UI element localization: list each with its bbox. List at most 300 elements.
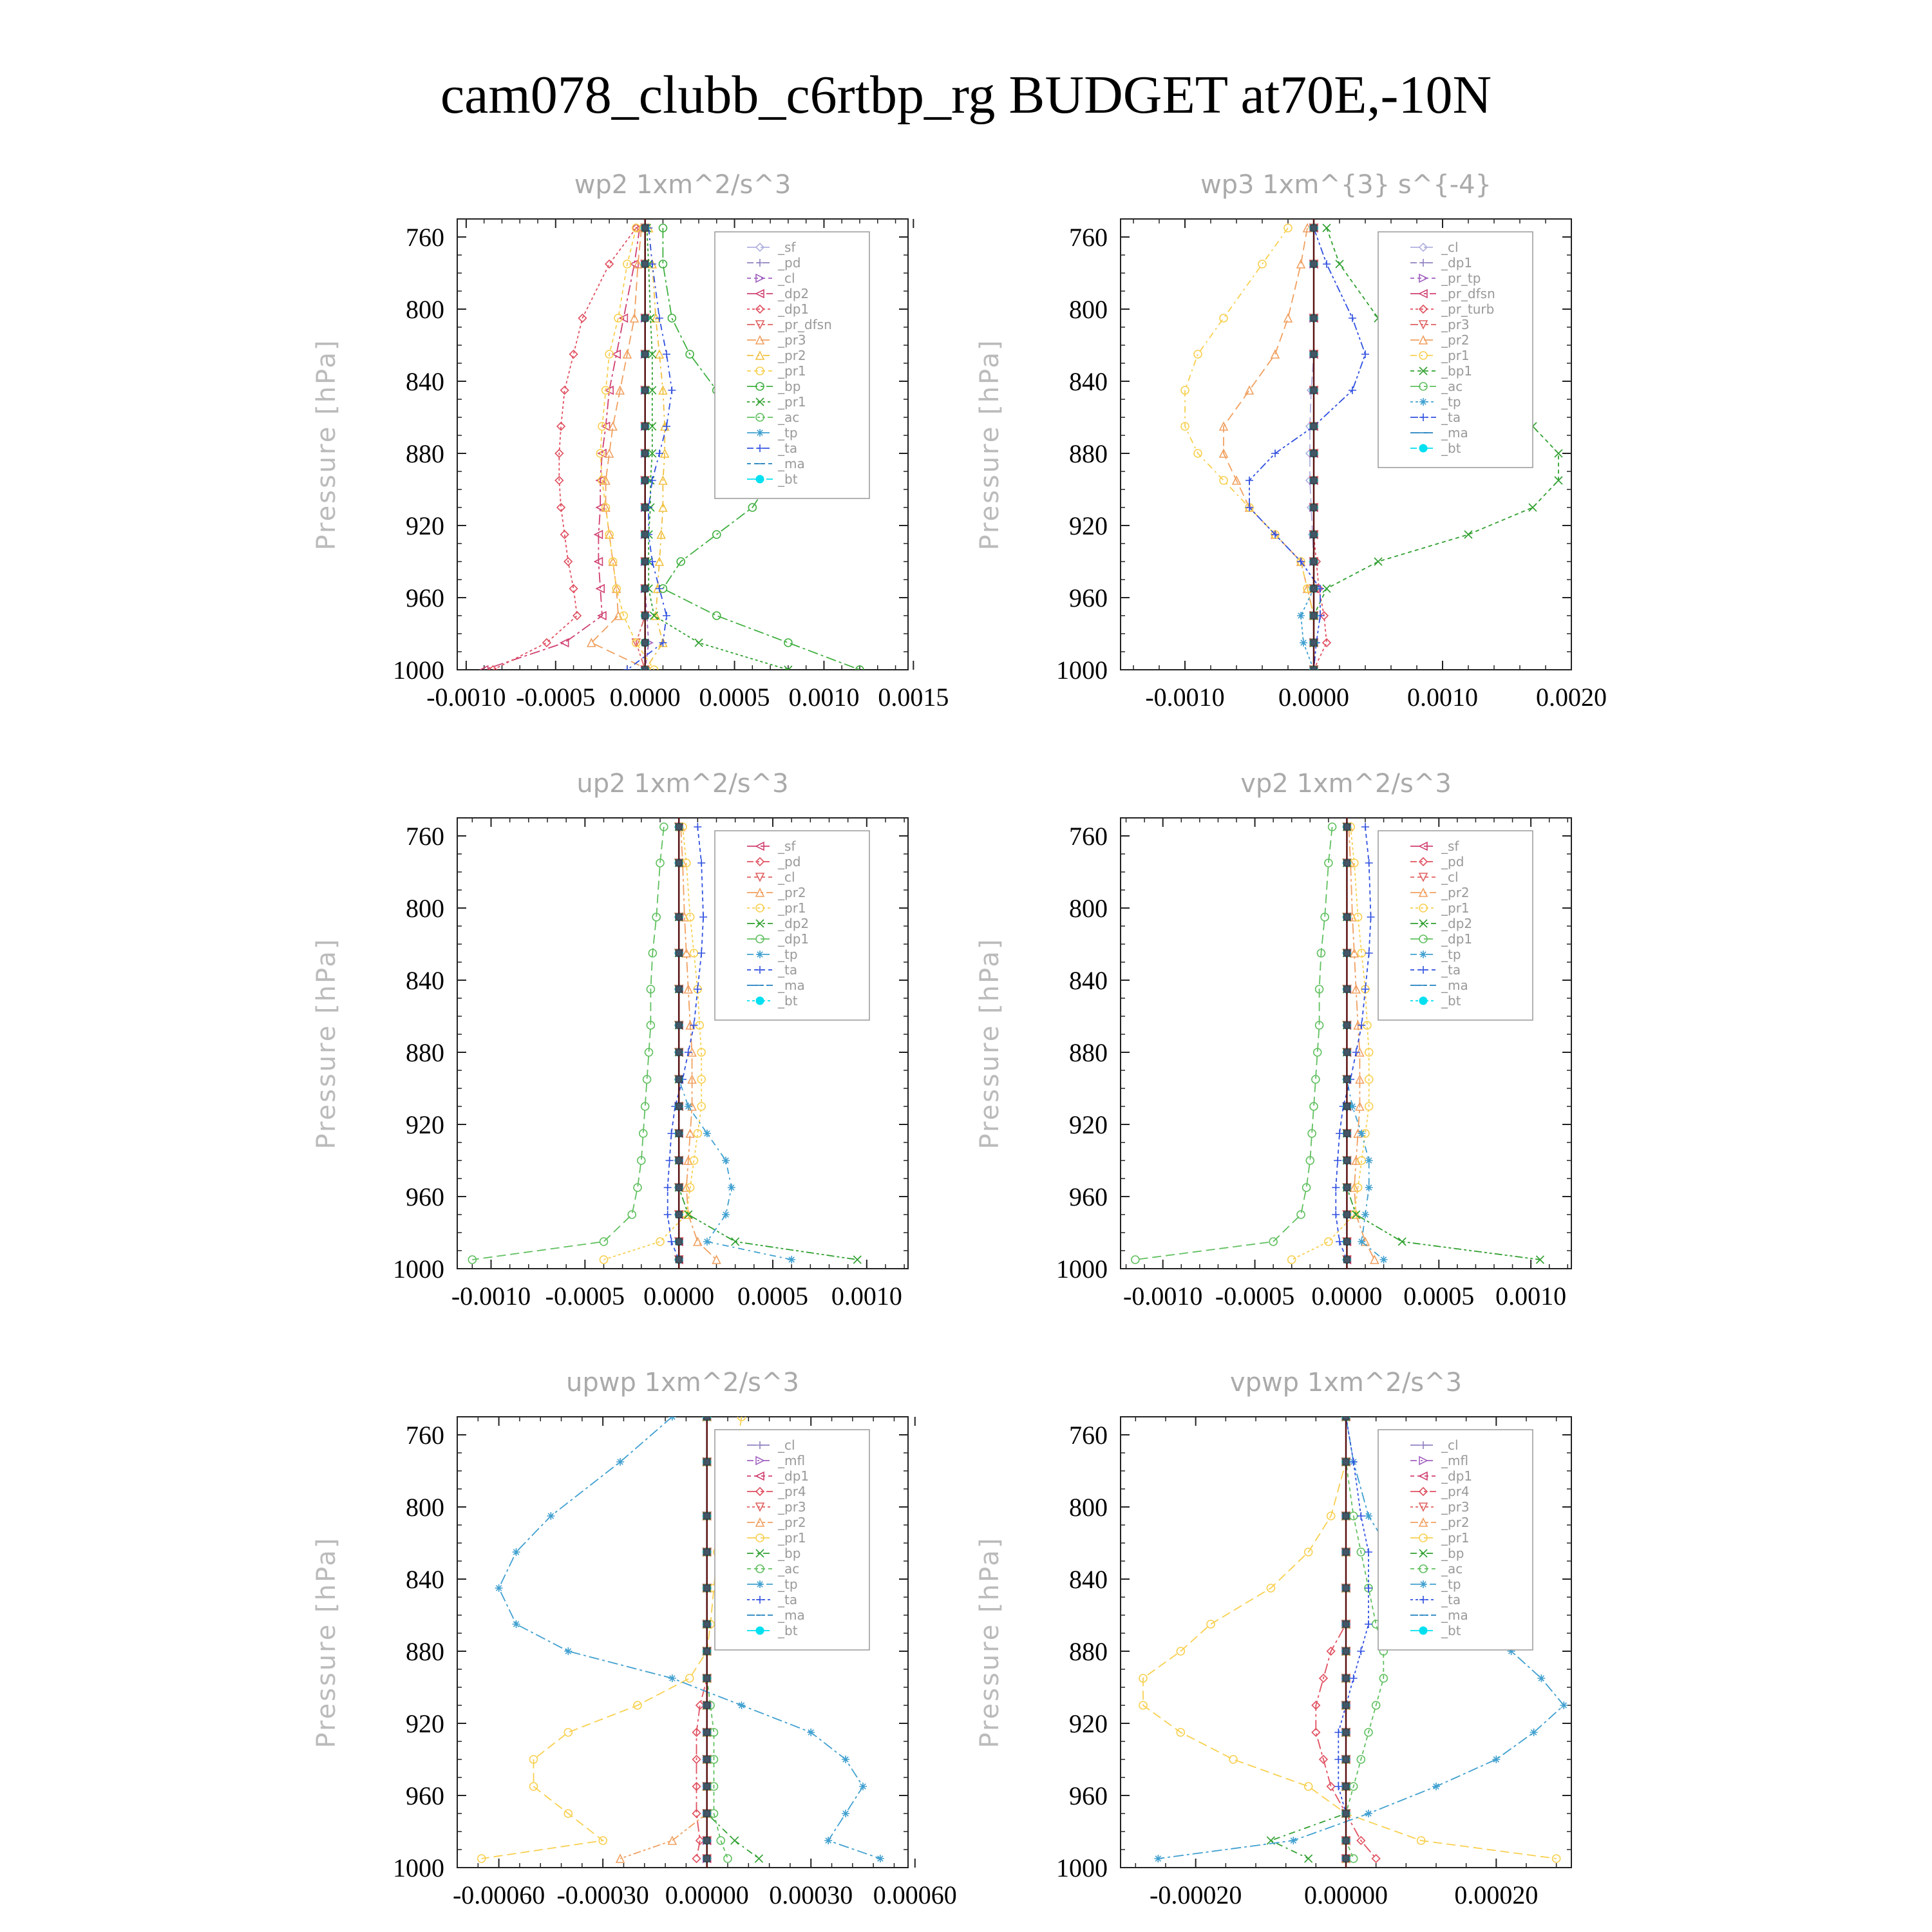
zero-marker bbox=[676, 1130, 682, 1137]
legend-marker bbox=[756, 475, 764, 483]
data-point bbox=[1154, 1855, 1162, 1862]
x-tick-label: -0.0010 bbox=[1123, 1282, 1203, 1311]
legend-label: _pr3 bbox=[778, 1499, 806, 1515]
x-tick-label: 0.0020 bbox=[1536, 683, 1607, 712]
y-tick-label: 840 bbox=[406, 367, 444, 396]
legend-label: _ma bbox=[1441, 425, 1468, 440]
y-tick-label: 1000 bbox=[1056, 656, 1108, 685]
data-point bbox=[1297, 612, 1305, 620]
zero-marker bbox=[704, 1648, 710, 1654]
legend-label: _pr_dfsn bbox=[1441, 286, 1495, 301]
y-tick-label: 800 bbox=[1069, 295, 1108, 324]
data-point bbox=[1492, 1756, 1500, 1763]
zero-marker bbox=[676, 914, 682, 920]
legend bbox=[715, 1430, 869, 1650]
data-point bbox=[1361, 1211, 1369, 1218]
legend-label: _dp1 bbox=[1441, 931, 1473, 947]
zero-marker bbox=[704, 1756, 710, 1763]
zero-marker bbox=[676, 1157, 682, 1164]
x-tick-label: 0.00000 bbox=[665, 1880, 749, 1909]
legend-label: _pr2 bbox=[1441, 885, 1470, 900]
legend-marker bbox=[756, 997, 764, 1005]
legend-label: _ma bbox=[1441, 1607, 1468, 1623]
zero-marker bbox=[1343, 1459, 1349, 1465]
legend-label: _pd bbox=[778, 255, 801, 270]
data-point bbox=[842, 1756, 849, 1763]
zero-marker bbox=[642, 261, 649, 267]
legend-label: _ac bbox=[778, 1561, 800, 1577]
legend-label: _pr2 bbox=[778, 348, 806, 363]
zero-marker bbox=[1343, 1783, 1349, 1790]
x-tick-label: -0.00020 bbox=[1150, 1880, 1242, 1909]
x-tick-label: -0.0010 bbox=[451, 1282, 531, 1311]
zero-marker bbox=[676, 1103, 682, 1110]
legend-label: _pd bbox=[1441, 854, 1464, 869]
legend-label: _dp2 bbox=[778, 286, 810, 301]
legend-label: _cl bbox=[1441, 240, 1459, 255]
legend-label: _sf bbox=[778, 838, 796, 854]
legend-label: _dp1 bbox=[778, 931, 810, 947]
y-tick-label: 880 bbox=[1069, 439, 1108, 468]
y-tick-label: 800 bbox=[1069, 894, 1108, 923]
zero-marker bbox=[1343, 860, 1350, 866]
x-tick-label: 0.0010 bbox=[788, 683, 860, 712]
zero-marker bbox=[642, 477, 649, 484]
zero-marker bbox=[1343, 1184, 1350, 1191]
y-tick-label: 840 bbox=[406, 1565, 444, 1594]
legend-marker bbox=[1419, 444, 1427, 452]
zero-marker bbox=[642, 423, 649, 430]
legend-label: _pr1 bbox=[778, 900, 806, 916]
data-point bbox=[513, 1620, 520, 1628]
x-tick-label: 0.0000 bbox=[1278, 683, 1349, 712]
legend-marker bbox=[756, 1580, 764, 1588]
legend-label: _pr2 bbox=[778, 885, 806, 900]
x-tick-label: 0.0005 bbox=[699, 683, 770, 712]
data-point bbox=[703, 1238, 711, 1245]
y-tick-label: 760 bbox=[406, 1421, 444, 1450]
y-tick-label: 960 bbox=[406, 583, 444, 612]
legend-marker bbox=[1419, 398, 1427, 406]
y-tick-label: 1000 bbox=[393, 656, 444, 685]
y-tick-label: 960 bbox=[1069, 1182, 1108, 1211]
legend-label: _pr1 bbox=[1441, 900, 1470, 916]
legend-label: _bt bbox=[778, 993, 798, 1009]
legend bbox=[715, 831, 869, 1020]
legend-label: _ta bbox=[1441, 1592, 1461, 1607]
legend-label: _dp1 bbox=[778, 1468, 810, 1484]
legend-label: _cl bbox=[1441, 1437, 1459, 1453]
y-tick-label: 840 bbox=[1069, 1565, 1108, 1594]
zero-marker bbox=[1343, 1157, 1350, 1164]
y-tick-label: 920 bbox=[1069, 1110, 1108, 1139]
zero-marker bbox=[1343, 950, 1350, 956]
x-tick-label: 0.0000 bbox=[609, 683, 681, 712]
y-tick-label: 840 bbox=[1069, 367, 1108, 396]
zero-marker bbox=[1343, 1022, 1350, 1028]
zero-marker bbox=[1343, 1855, 1349, 1862]
data-point bbox=[1358, 1130, 1365, 1137]
zero-marker bbox=[676, 950, 682, 956]
y-tick-label: 800 bbox=[1069, 1493, 1108, 1522]
legend-label: _pr1 bbox=[778, 1530, 806, 1546]
zero-marker bbox=[676, 1049, 682, 1056]
x-tick-label: 0.00030 bbox=[769, 1880, 853, 1909]
legend-label: _ta bbox=[1441, 410, 1461, 425]
legend-label: _bt bbox=[1441, 440, 1461, 456]
x-tick-label: 0.0000 bbox=[643, 1282, 715, 1311]
panel-title: wp3 1xm^{3} s^{-4} bbox=[1200, 170, 1492, 200]
legend-label: _dp2 bbox=[778, 916, 810, 931]
y-tick-label: 920 bbox=[406, 1709, 444, 1738]
y-tick-label: 960 bbox=[406, 1182, 444, 1211]
panel-title: vpwp 1xm^2/s^3 bbox=[1229, 1368, 1463, 1397]
zero-marker bbox=[1311, 225, 1317, 231]
legend-label: _pr1 bbox=[1441, 348, 1470, 363]
legend-label: _cl bbox=[1441, 869, 1459, 885]
zero-marker bbox=[1343, 1103, 1350, 1110]
legend-label: _pr_dfsn bbox=[778, 317, 832, 332]
zero-marker bbox=[1311, 504, 1317, 511]
x-tick-label: -0.0005 bbox=[545, 1282, 625, 1311]
data-point bbox=[1365, 1810, 1372, 1817]
legend-label: _dp1 bbox=[778, 301, 810, 317]
legend-label: _ma bbox=[778, 1607, 805, 1623]
legend-label: _sf bbox=[778, 240, 796, 255]
legend-label: _bt bbox=[778, 1623, 798, 1638]
zero-marker bbox=[642, 612, 649, 619]
legend-label: _ta bbox=[1441, 962, 1461, 978]
y-tick-label: 920 bbox=[1069, 511, 1108, 540]
y-tick-label: 960 bbox=[406, 1781, 444, 1810]
data-point bbox=[807, 1728, 815, 1736]
legend-label: _pr3 bbox=[1441, 1499, 1470, 1515]
data-point bbox=[824, 1837, 832, 1844]
legend-label: _bt bbox=[1441, 993, 1461, 1009]
x-tick-label: 0.00000 bbox=[1304, 1880, 1388, 1909]
zero-marker bbox=[1343, 1648, 1349, 1654]
zero-marker bbox=[1343, 1549, 1349, 1555]
x-tick-label: -0.00060 bbox=[452, 1880, 545, 1909]
legend bbox=[1378, 831, 1533, 1020]
zero-marker bbox=[1343, 1810, 1349, 1817]
legend-label: _sf bbox=[1441, 838, 1459, 854]
zero-marker bbox=[642, 504, 649, 511]
data-point bbox=[513, 1548, 520, 1556]
legend-label: _pr3 bbox=[778, 332, 806, 348]
zero-marker bbox=[676, 860, 682, 866]
zero-marker bbox=[1343, 1211, 1350, 1218]
x-tick-label: 0.0000 bbox=[1311, 1282, 1383, 1311]
legend-label: _tp bbox=[1441, 394, 1461, 410]
zero-marker bbox=[704, 1837, 710, 1844]
legend-marker bbox=[756, 951, 764, 958]
legend-label: _ta bbox=[778, 962, 798, 978]
data-point bbox=[1380, 1256, 1388, 1264]
zero-marker bbox=[1343, 1756, 1349, 1763]
zero-marker bbox=[1311, 558, 1317, 565]
legend-label: _tp bbox=[778, 1577, 798, 1592]
data-point bbox=[722, 1157, 730, 1164]
legend-label: _pr_tp bbox=[1441, 270, 1481, 286]
legend-label: _cl bbox=[778, 270, 795, 286]
zero-marker bbox=[704, 1621, 710, 1627]
legend-label: _pr2 bbox=[1441, 332, 1470, 348]
panel-title: wp2 1xm^2/s^3 bbox=[574, 170, 791, 200]
legend bbox=[715, 232, 869, 498]
legend-label: _pr4 bbox=[1441, 1484, 1470, 1499]
legend-label: _dp1 bbox=[1441, 255, 1473, 270]
data-point bbox=[1365, 1157, 1373, 1164]
zero-marker bbox=[1343, 914, 1350, 920]
legend-label: _pr2 bbox=[1441, 1515, 1470, 1530]
zero-marker bbox=[1311, 477, 1317, 484]
legend-label: _pr4 bbox=[778, 1484, 806, 1499]
data-point bbox=[685, 1103, 692, 1110]
zero-marker bbox=[642, 351, 649, 357]
legend-label: _ma bbox=[778, 978, 805, 993]
x-tick-label: 0.0010 bbox=[831, 1282, 902, 1311]
zero-marker bbox=[1343, 1585, 1349, 1591]
data-point bbox=[703, 1130, 711, 1137]
data-point bbox=[1300, 639, 1307, 647]
y-tick-label: 880 bbox=[406, 1637, 444, 1666]
legend-marker bbox=[756, 429, 764, 437]
zero-marker bbox=[1311, 423, 1317, 430]
zero-marker bbox=[1343, 1621, 1349, 1627]
data-point bbox=[859, 1783, 867, 1790]
zero-marker bbox=[676, 1022, 682, 1028]
x-tick-label: 0.0010 bbox=[1407, 683, 1478, 712]
zero-marker bbox=[1343, 986, 1350, 992]
legend-label: _bp bbox=[1441, 1546, 1464, 1561]
y-tick-label: 800 bbox=[406, 894, 444, 923]
data-point bbox=[722, 1211, 730, 1218]
zero-marker bbox=[676, 1256, 682, 1263]
zero-marker bbox=[642, 531, 649, 538]
data-point bbox=[842, 1810, 849, 1817]
zero-marker bbox=[1343, 824, 1350, 830]
x-tick-label: 0.0005 bbox=[1403, 1282, 1475, 1311]
y-axis-label: Pressure [hPa] bbox=[312, 937, 341, 1150]
data-point bbox=[876, 1855, 884, 1862]
legend bbox=[1378, 232, 1533, 468]
legend-label: _tp bbox=[1441, 1577, 1461, 1592]
legend-label: _ma bbox=[778, 456, 805, 471]
x-tick-label: 0.0005 bbox=[737, 1282, 808, 1311]
y-tick-label: 960 bbox=[1069, 583, 1108, 612]
zero-marker bbox=[704, 1549, 710, 1555]
data-point bbox=[1365, 1512, 1372, 1520]
zero-marker bbox=[642, 585, 649, 592]
legend-label: _pr_turb bbox=[1441, 301, 1495, 317]
zero-marker bbox=[1311, 531, 1317, 538]
data-point bbox=[728, 1184, 735, 1191]
legend-label: _bt bbox=[1441, 1623, 1461, 1638]
zero-marker bbox=[704, 1675, 710, 1681]
legend-label: _cl bbox=[778, 869, 795, 885]
zero-marker bbox=[1311, 450, 1317, 457]
zero-marker bbox=[676, 1076, 682, 1083]
legend-label: _ta bbox=[778, 1592, 798, 1607]
x-tick-label: 0.0015 bbox=[878, 683, 949, 712]
zero-marker bbox=[704, 1585, 710, 1591]
zero-marker bbox=[1343, 1130, 1350, 1137]
x-tick-label: -0.0005 bbox=[1215, 1282, 1295, 1311]
legend-label: _ac bbox=[778, 410, 800, 425]
panel-title: vp2 1xm^2/s^3 bbox=[1240, 769, 1452, 799]
zero-marker bbox=[1343, 1675, 1349, 1681]
y-tick-label: 800 bbox=[406, 1493, 444, 1522]
data-point bbox=[1432, 1783, 1440, 1790]
y-tick-label: 1000 bbox=[393, 1255, 444, 1283]
y-axis-label: Pressure [hPa] bbox=[975, 937, 1005, 1150]
x-tick-label: 0.0010 bbox=[1495, 1282, 1567, 1311]
zero-marker bbox=[1311, 639, 1317, 646]
data-point bbox=[1358, 1238, 1365, 1245]
legend-label: _ta bbox=[778, 440, 798, 456]
zero-marker bbox=[704, 1810, 710, 1817]
legend-label: _tp bbox=[1441, 947, 1461, 962]
zero-marker bbox=[676, 1238, 682, 1245]
y-tick-label: 760 bbox=[1069, 223, 1108, 252]
legend-label: _pr2 bbox=[778, 1515, 806, 1530]
y-tick-label: 760 bbox=[406, 822, 444, 851]
y-tick-label: 920 bbox=[406, 1110, 444, 1139]
legend-label: _pr3 bbox=[1441, 317, 1470, 332]
y-tick-label: 1000 bbox=[393, 1853, 444, 1882]
zero-marker bbox=[1343, 1256, 1350, 1263]
legend-label: _bp1 bbox=[1441, 363, 1473, 379]
zero-marker bbox=[1311, 261, 1317, 267]
zero-marker bbox=[676, 986, 682, 992]
y-tick-label: 760 bbox=[1069, 822, 1108, 851]
y-axis-label: Pressure [hPa] bbox=[975, 338, 1005, 551]
y-tick-label: 880 bbox=[1069, 1038, 1108, 1067]
legend-marker bbox=[756, 1627, 764, 1634]
data-point bbox=[1530, 1728, 1538, 1736]
zero-marker bbox=[642, 558, 649, 565]
zero-marker bbox=[1311, 315, 1317, 321]
data-point bbox=[788, 1256, 795, 1264]
legend-marker bbox=[1419, 1627, 1427, 1634]
legend-label: _dp2 bbox=[1441, 916, 1473, 931]
legend bbox=[1378, 1430, 1533, 1650]
legend-label: _bp bbox=[778, 379, 801, 394]
y-tick-label: 880 bbox=[1069, 1637, 1108, 1666]
legend-marker bbox=[1419, 997, 1427, 1005]
y-axis-label: Pressure [hPa] bbox=[312, 338, 341, 551]
legend-label: _pr1 bbox=[778, 363, 806, 379]
zero-marker bbox=[1311, 387, 1317, 393]
legend-label: _ac bbox=[1441, 379, 1463, 394]
legend-label: _dp1 bbox=[1441, 1468, 1473, 1484]
y-tick-label: 760 bbox=[1069, 1421, 1108, 1450]
legend-marker bbox=[1419, 1580, 1427, 1588]
panel-title: upwp 1xm^2/s^3 bbox=[566, 1368, 799, 1397]
zero-marker bbox=[642, 387, 649, 393]
data-point bbox=[1537, 1674, 1545, 1682]
y-tick-label: 1000 bbox=[1056, 1853, 1108, 1882]
figure-title: cam078_clubb_c6rtbp_rg BUDGET at70E,-10N bbox=[440, 65, 1492, 125]
zero-marker bbox=[1343, 1513, 1349, 1519]
data-point bbox=[738, 1701, 746, 1709]
zero-marker bbox=[676, 824, 682, 830]
panel-title: up2 1xm^2/s^3 bbox=[576, 769, 789, 799]
legend-label: _ac bbox=[1441, 1561, 1463, 1577]
zero-marker bbox=[642, 639, 649, 646]
legend-label: _bp bbox=[778, 1546, 801, 1561]
y-tick-label: 920 bbox=[1069, 1709, 1108, 1738]
zero-marker bbox=[1343, 1702, 1349, 1709]
zero-marker bbox=[676, 1211, 682, 1218]
data-point bbox=[564, 1647, 572, 1655]
y-tick-label: 960 bbox=[1069, 1781, 1108, 1810]
legend-label: _ma bbox=[1441, 978, 1468, 993]
legend-label: _pd bbox=[778, 854, 801, 869]
zero-marker bbox=[642, 315, 649, 321]
x-tick-label: -0.0010 bbox=[1145, 683, 1225, 712]
legend-label: _mfl bbox=[778, 1453, 806, 1468]
zero-marker bbox=[704, 1729, 710, 1736]
y-tick-label: 840 bbox=[406, 966, 444, 995]
legend-label: _tp bbox=[778, 425, 798, 440]
legend-label: _pr1 bbox=[778, 394, 806, 410]
zero-marker bbox=[1343, 1076, 1350, 1083]
legend-label: _cl bbox=[778, 1437, 795, 1453]
data-point bbox=[1289, 1837, 1297, 1844]
y-tick-label: 920 bbox=[406, 511, 444, 540]
data-point bbox=[1365, 1184, 1373, 1191]
zero-marker bbox=[704, 1702, 710, 1709]
legend-label: _pr1 bbox=[1441, 1530, 1470, 1546]
legend-label: _tp bbox=[778, 947, 798, 962]
zero-marker bbox=[1311, 585, 1317, 592]
zero-marker bbox=[704, 1459, 710, 1465]
zero-marker bbox=[704, 1513, 710, 1519]
zero-marker bbox=[1343, 1049, 1350, 1056]
zero-marker bbox=[1343, 1837, 1349, 1844]
x-tick-label: -0.0005 bbox=[516, 683, 596, 712]
y-axis-label: Pressure [hPa] bbox=[312, 1536, 341, 1748]
x-tick-label: -0.0010 bbox=[426, 683, 506, 712]
y-tick-label: 840 bbox=[1069, 966, 1108, 995]
zero-marker bbox=[704, 1783, 710, 1790]
data-point bbox=[668, 1674, 676, 1682]
x-tick-label: 0.00020 bbox=[1454, 1880, 1539, 1909]
legend-label: _bt bbox=[778, 471, 798, 487]
zero-marker bbox=[1343, 1729, 1349, 1736]
zero-marker bbox=[1311, 612, 1317, 619]
zero-marker bbox=[1311, 351, 1317, 357]
legend-marker bbox=[1419, 951, 1427, 958]
zero-marker bbox=[676, 1184, 682, 1191]
y-tick-label: 800 bbox=[406, 295, 444, 324]
y-axis-label: Pressure [hPa] bbox=[975, 1536, 1005, 1748]
x-tick-label: -0.00030 bbox=[556, 1880, 649, 1909]
y-tick-label: 1000 bbox=[1056, 1255, 1108, 1283]
zero-marker bbox=[1343, 1238, 1350, 1245]
zero-marker bbox=[642, 450, 649, 457]
legend-label: _mfl bbox=[1441, 1453, 1469, 1468]
data-point bbox=[1560, 1701, 1567, 1709]
y-tick-label: 880 bbox=[406, 439, 444, 468]
y-tick-label: 760 bbox=[406, 223, 444, 252]
y-tick-label: 880 bbox=[406, 1038, 444, 1067]
x-tick-label: 0.00060 bbox=[873, 1880, 957, 1909]
zero-marker bbox=[642, 225, 649, 231]
zero-marker bbox=[704, 1855, 710, 1862]
